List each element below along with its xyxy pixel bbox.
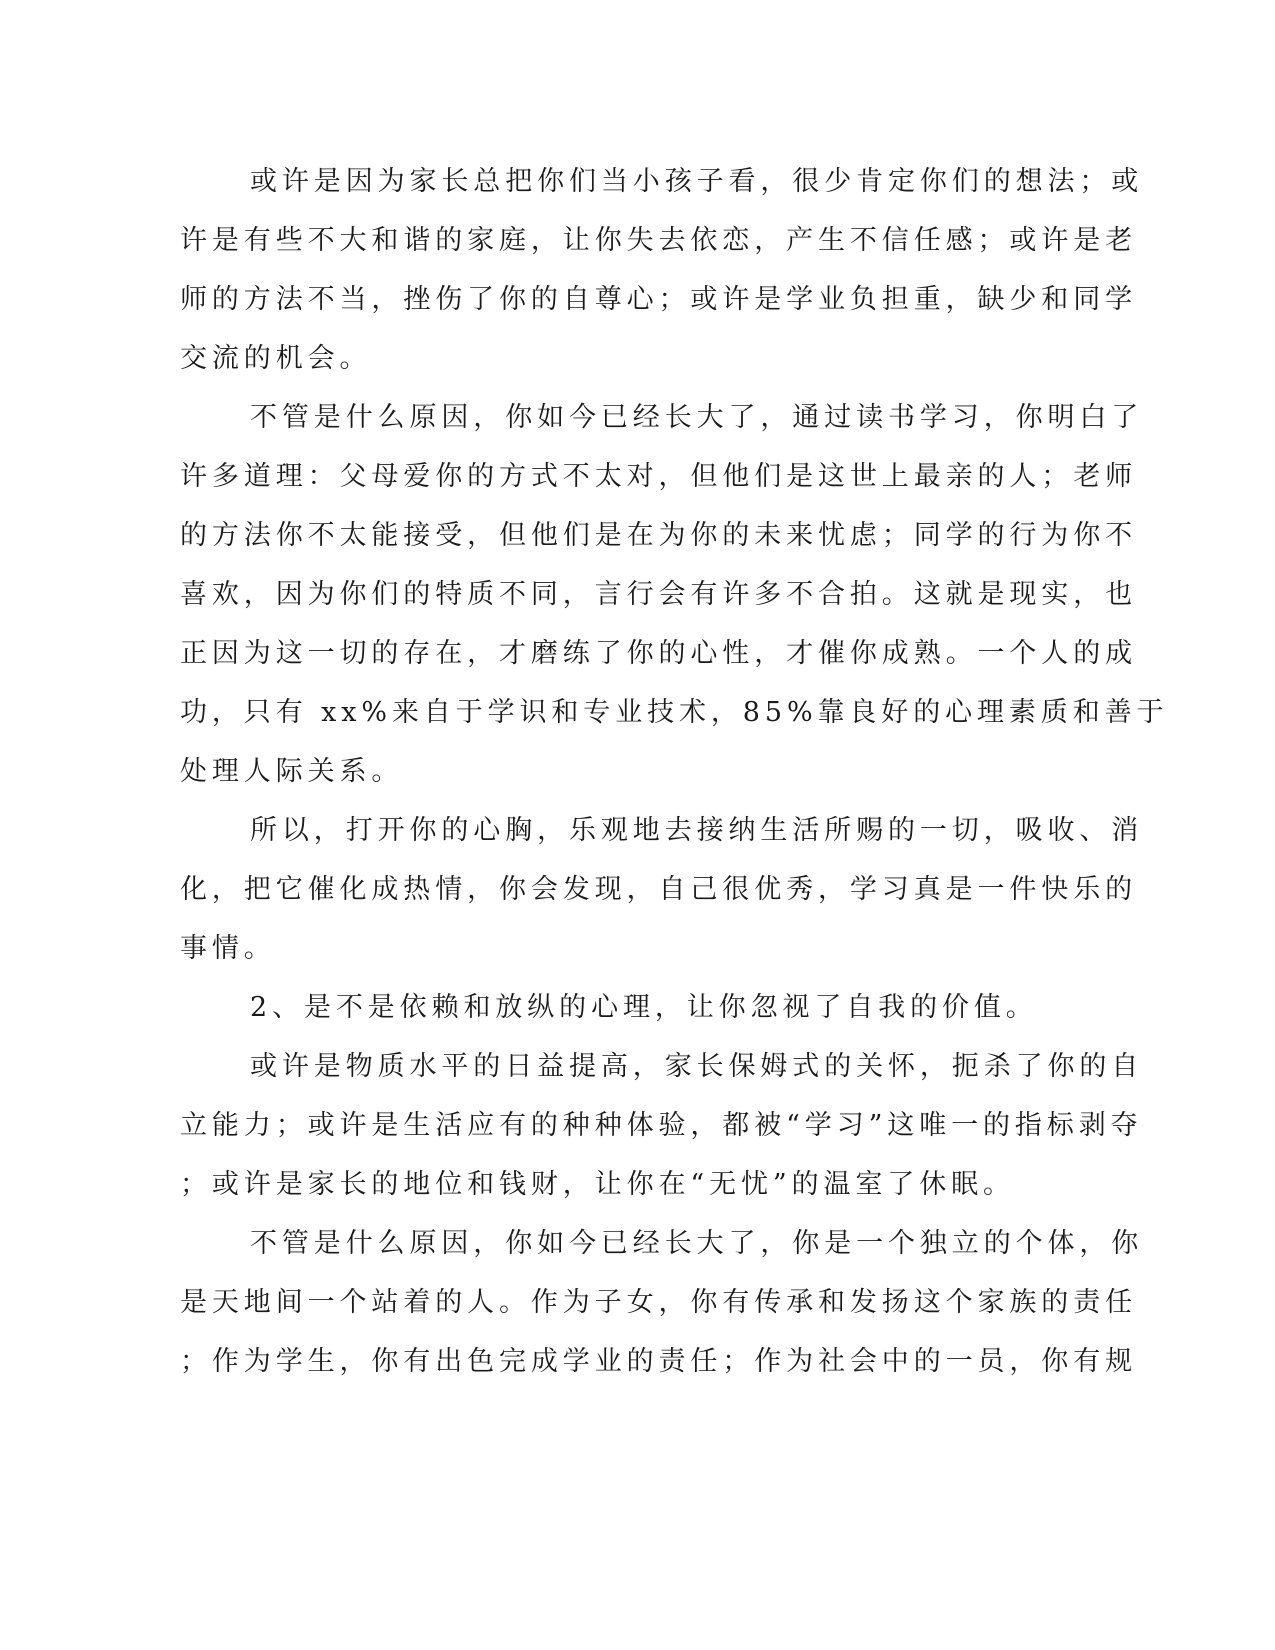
paragraph-line: 所以，打开你的心胸，乐观地去接纳生活所赐的一切，吸收、消 <box>250 815 1144 846</box>
paragraph-line: 或许是物质水平的日益提高，家长保姆式的关怀，扼杀了你的自 <box>250 1051 1144 1082</box>
paragraph-line: 不管是什么原因，你如今已经长大了，通过读书学习，你明白了 <box>250 402 1144 433</box>
section-heading: 2、是不是依赖和放纵的心理，让你忽视了自我的价值。 <box>250 992 1038 1023</box>
paragraph-line: 交流的机会。 <box>180 343 372 374</box>
paragraph-line: 立能力；或许是生活应有的种种体验，都被“学习”这唯一的指标剥夺 <box>180 1110 1143 1141</box>
paragraph-line: 师的方法不当，挫伤了你的自尊心；或许是学业负担重，缺少和同学 <box>180 284 1137 315</box>
paragraph-line: 许多道理：父母爱你的方式不太对，但他们是这世上最亲的人；老师 <box>180 461 1137 492</box>
paragraph-line: 事情。 <box>180 933 276 964</box>
paragraph-line: 喜欢，因为你们的特质不同，言行会有许多不合拍。这就是现实，也 <box>180 579 1137 610</box>
paragraph-line: 正因为这一切的存在，才磨练了你的心性，才催你成熟。一个人的成 <box>180 638 1137 669</box>
paragraph-line: 许是有些不大和谐的家庭，让你失去依恋，产生不信任感；或许是老 <box>180 225 1137 256</box>
paragraph-line: 处理人际关系。 <box>180 756 404 787</box>
paragraph-line: 的方法你不太能接受，但他们是在为你的未来忧虑；同学的行为你不 <box>180 520 1137 551</box>
paragraph-line: ；作为学生，你有出色完成学业的责任；作为社会中的一员，你有规 <box>180 1346 1137 1377</box>
paragraph-line: 化，把它催化成热情，你会发现，自己很优秀，学习真是一件快乐的 <box>180 874 1137 905</box>
paragraph-line: 功，只有 xx%来自于学识和专业技术，85%靠良好的心理素质和善于 <box>180 697 1169 728</box>
paragraph-line: 是天地间一个站着的人。作为子女，你有传承和发扬这个家族的责任 <box>180 1287 1137 1318</box>
paragraph-line: 不管是什么原因，你如今已经长大了，你是一个独立的个体，你 <box>250 1228 1144 1259</box>
paragraph-line: ；或许是家长的地位和钱财，让你在“无忧”的温室了休眠。 <box>180 1169 1015 1200</box>
paragraph-line: 或许是因为家长总把你们当小孩子看，很少肯定你们的想法；或 <box>250 166 1144 197</box>
